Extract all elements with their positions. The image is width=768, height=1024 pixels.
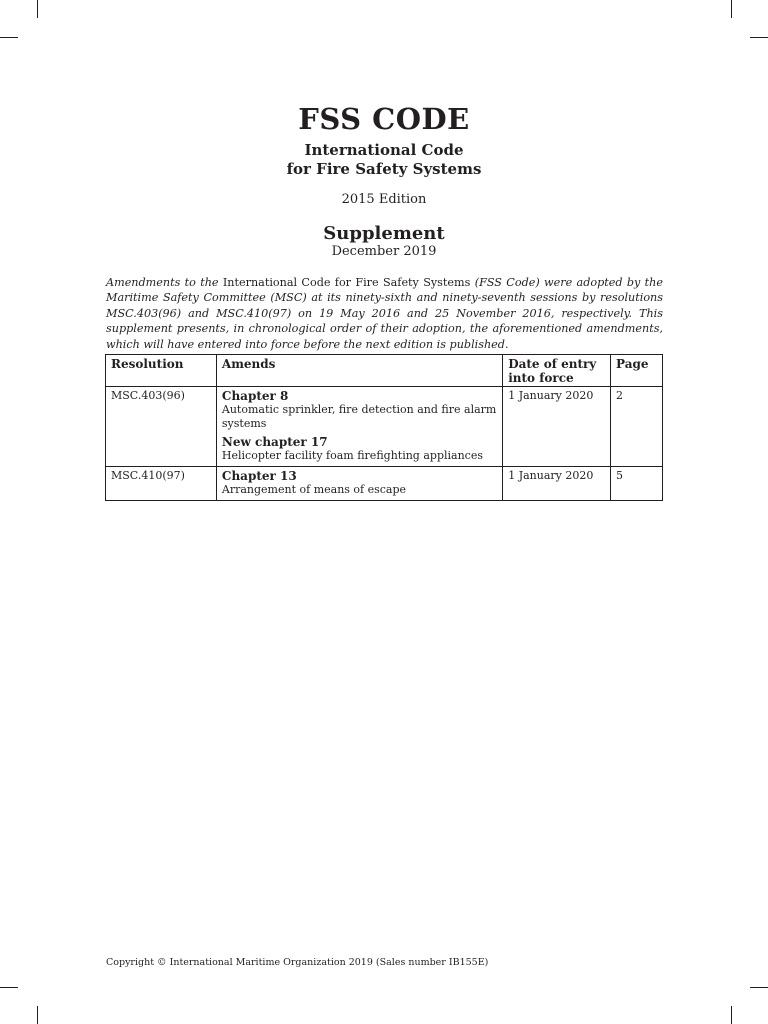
document-title: FSS CODE — [298, 102, 470, 136]
subtitle-line-1: International Code — [304, 141, 464, 159]
chapter-description: Helicopter facility foam firefighting appliances — [221, 449, 483, 462]
crop-mark-bottom-right-vertical — [731, 1006, 732, 1024]
chapter-title: New chapter 17 — [221, 435, 328, 449]
intro-code-name: International Code for Fire Safety Systems — [222, 276, 471, 289]
chapter-title: Chapter 13 — [221, 469, 297, 483]
crop-mark-top-right-vertical — [731, 0, 732, 18]
supplement-date: December 2019 — [331, 244, 437, 259]
table-row — [106, 467, 663, 501]
intro-part-3: ) were adopted by the Maritime Safety Committee (MSC) at its ninety-sixth and ninety-seventh sessions by resolutions MSC.403(96) and MSC.410(97) on 19 May 2016 and 25 November 2016, respectively. This supplement presents, in chronological order of their adoption, the aforementioned amendments, which will have entered into force before the next edition is published. — [106, 276, 663, 351]
crop-mark-bottom-left-horizontal — [0, 987, 18, 988]
chapter-title: Chapter 8 — [221, 389, 289, 403]
crop-mark-top-left-vertical — [37, 0, 38, 18]
cell-amends — [216, 387, 502, 467]
amendments-table — [105, 354, 663, 501]
crop-mark-bottom-right-horizontal — [750, 987, 768, 988]
cell-date: 1 January 2020 — [503, 467, 611, 501]
copyright-notice: Copyright © International Maritime Organization 2019 (Sales number IB155E) — [106, 957, 489, 968]
subtitle-line-2: for Fire Safety Systems — [286, 160, 482, 178]
cell-resolution: MSC.403(96) — [106, 387, 217, 467]
edition-label: 2015 Edition — [341, 192, 427, 207]
header-resolution: Resolution — [106, 355, 217, 387]
intro-part-1: Amendments to the — [106, 276, 223, 289]
crop-mark-top-right-horizontal — [750, 37, 768, 38]
crop-mark-top-left-horizontal — [0, 37, 18, 38]
crop-mark-bottom-left-vertical — [37, 1006, 38, 1024]
cell-date: 1 January 2020 — [503, 387, 611, 467]
header-page: Page — [611, 355, 663, 387]
header-date: Date of entry into force — [503, 355, 611, 387]
intro-code-abbrev: FSS Code — [479, 276, 536, 289]
table-header-row — [106, 355, 663, 387]
table-row — [106, 387, 663, 467]
cell-resolution: MSC.410(97) — [106, 467, 217, 501]
cell-amends — [216, 467, 502, 501]
cell-page: 2 — [611, 387, 663, 467]
supplement-heading: Supplement — [323, 223, 445, 244]
cell-page: 5 — [611, 467, 663, 501]
intro-paragraph — [106, 275, 663, 352]
document-subtitle — [0, 141, 768, 179]
chapter-description: Arrangement of means of escape — [221, 483, 407, 496]
intro-part-2: ( — [470, 276, 480, 289]
chapter-description: Automatic sprinkler, fire detection and fire alarm systems — [221, 403, 497, 430]
header-amends: Amends — [216, 355, 502, 387]
